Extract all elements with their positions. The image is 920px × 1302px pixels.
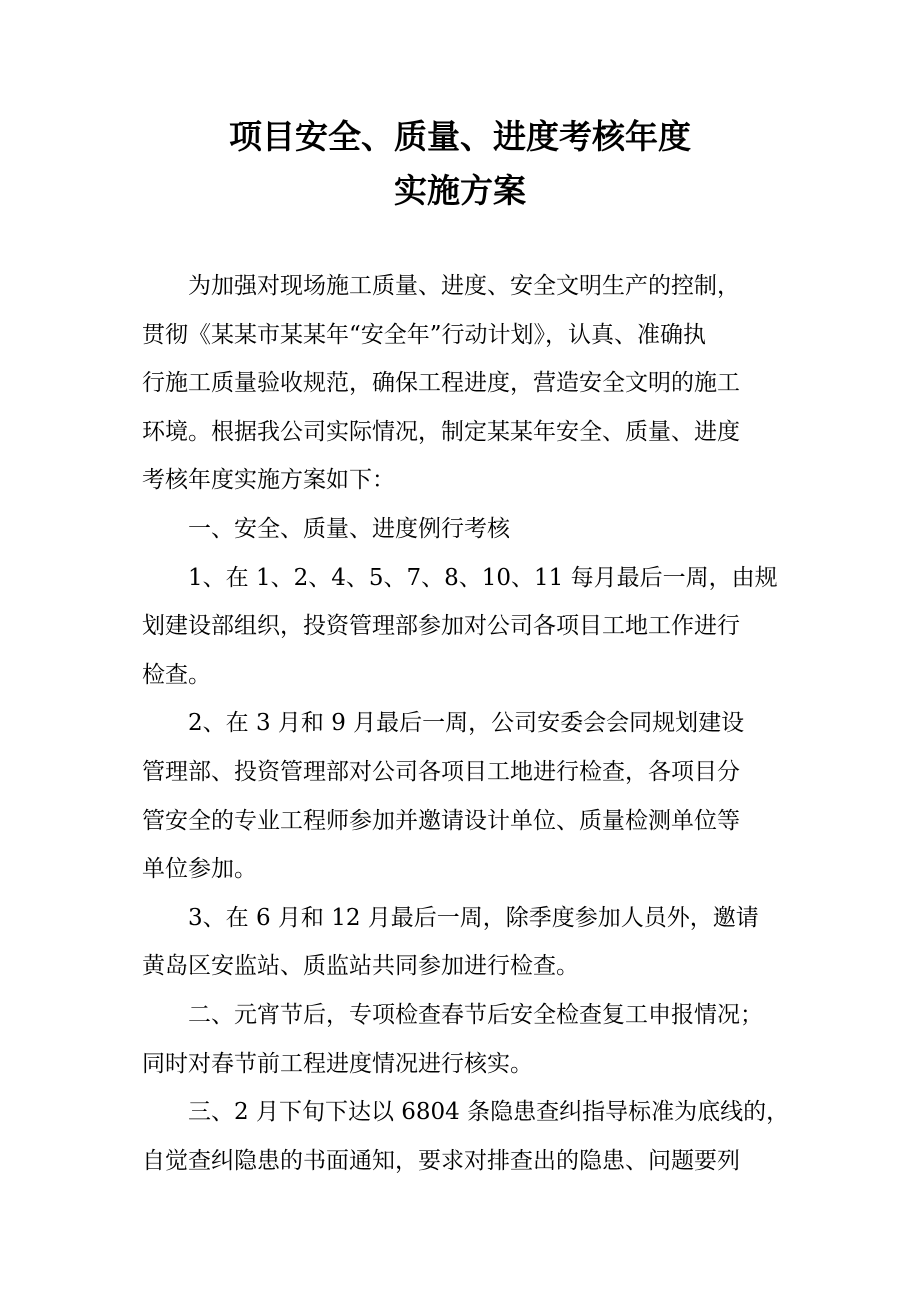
item-1-line: 检查。 xyxy=(142,661,211,688)
document-body xyxy=(142,262,790,1185)
item-1-line: 划建设部组织，投资管理部参加对公司各项目工地工作进行 xyxy=(142,613,740,640)
item-3-line: 黄岛区安监站、质监站共同参加进行检查。 xyxy=(142,953,579,980)
title-line-2: 实施方案 xyxy=(394,171,526,210)
section-3-line: 三、2 月下旬下达以 6804 条隐患查纠指导标准为底线的， xyxy=(188,1099,790,1126)
section-heading-1: 一、安全、质量、进度例行考核 xyxy=(188,515,510,542)
paragraph-intro-line: 考核年度实施方案如下： xyxy=(142,467,395,494)
title-line-1: 项目安全、质量、进度考核年度 xyxy=(229,117,691,156)
item-2-line: 2、在 3 月和 9 月最后一周，公司安委会会同规划建设 xyxy=(188,710,745,737)
paragraph-intro-line: 贯彻《某某市某某年“安全年”行动计划》，认真、准确执 xyxy=(142,321,707,348)
section-2-line: 同时对春节前工程进度情况进行核实。 xyxy=(142,1050,533,1077)
item-2-line: 管安全的专业工程师参加并邀请设计单位、质量检测单位等 xyxy=(142,807,740,834)
item-2-line: 管理部、投资管理部对公司各项目工地进行检查，各项目分 xyxy=(142,758,740,785)
paragraph-intro-line: 行施工质量验收规范，确保工程进度，营造安全文明的施工 xyxy=(142,370,740,397)
paragraph-intro-line: 环境。根据我公司实际情况，制定某某年安全、质量、进度 xyxy=(142,418,740,445)
section-3-line: 自觉查纠隐患的书面通知，要求对排查出的隐患、问题要列 xyxy=(142,1147,740,1174)
paragraph-intro-line: 为加强对现场施工质量、进度、安全文明生产的控制， xyxy=(188,273,740,299)
item-1-line: 1、在 1、2、4、5、7、8、10、11 每月最后一周，由规 xyxy=(188,564,778,591)
section-2-line: 二、元宵节后，专项检查春节后安全检查复工申报情况； xyxy=(188,1001,763,1028)
item-3-line: 3、在 6 月和 12 月最后一周，除季度参加人员外，邀请 xyxy=(188,904,759,931)
document-title xyxy=(0,110,920,218)
item-2-line: 单位参加。 xyxy=(142,856,257,883)
